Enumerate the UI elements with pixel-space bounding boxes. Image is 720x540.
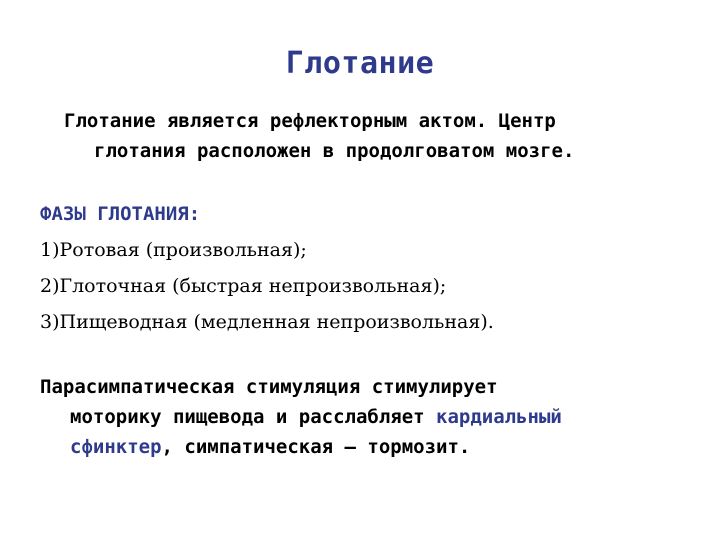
- sphincter-term: сфинктер: [70, 436, 162, 458]
- phase-item-1: 1)Ротовая (произвольная);: [40, 239, 307, 261]
- para-line-3-text: , симпатическая – тормозит.: [161, 436, 471, 458]
- intro-line-2: глотания расположен в продолговатом мозге.: [94, 140, 575, 162]
- phases-section: [40, 196, 700, 340]
- phases-heading: ФАЗЫ ГЛОТАНИЯ:: [40, 203, 201, 225]
- para-line-2: [40, 402, 710, 432]
- phase-item-3: 3)Пищеводная (медленная непроизвольная).: [40, 311, 494, 333]
- parasympathetic-paragraph: [40, 372, 710, 462]
- intro-paragraph: [64, 106, 714, 166]
- para-line-1: Парасимпатическая стимуляция стимулирует: [40, 376, 498, 398]
- slide-title: Глотание: [285, 46, 435, 81]
- intro-line-1: Глотание является рефлекторным актом. Центр: [64, 110, 556, 132]
- phase-item-2: 2)Глоточная (быстрая непроизвольная);: [40, 275, 447, 297]
- para-line-3: [40, 432, 710, 462]
- cardiac-term: кардиальный: [436, 406, 562, 428]
- para-line-2-text: моторику пищевода и расслабляет: [70, 406, 437, 428]
